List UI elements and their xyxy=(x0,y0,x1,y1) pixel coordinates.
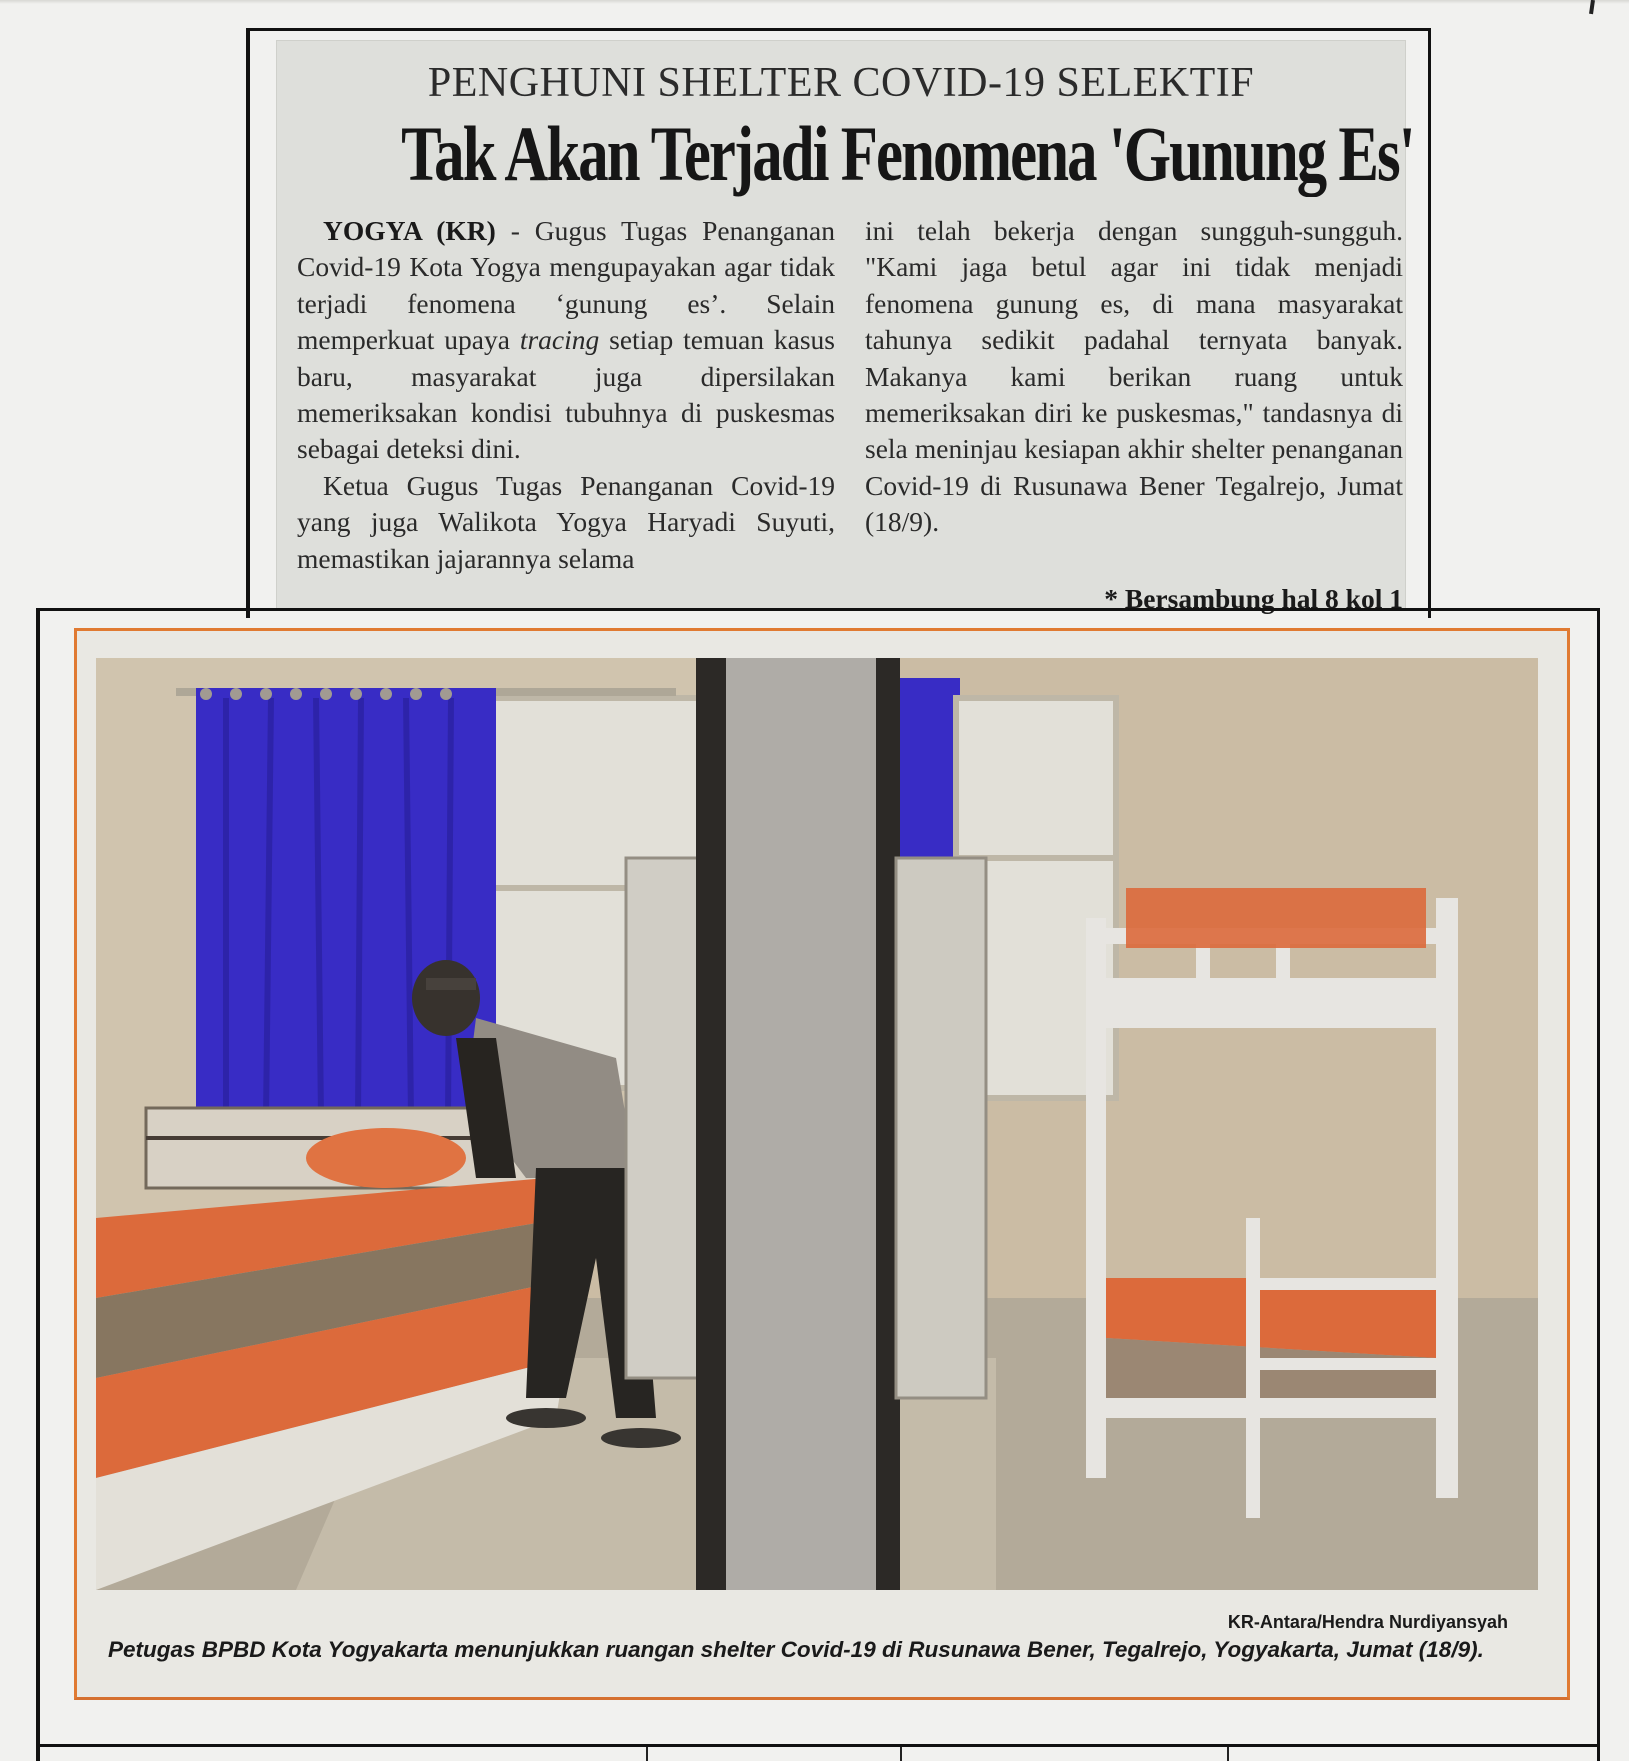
kicker-headline: PENGHUNI SHELTER COVID-19 SELEKTIF xyxy=(427,60,1255,106)
photo-caption: Petugas BPBD Kota Yogyakarta menunjukkan ruangan shelter Covid-19 di Rusunawa Bener, Tegalrejo, Yogyakarta, Jumat (18/9). xyxy=(108,1637,1484,1662)
article-clipping xyxy=(276,40,1414,614)
main-headline: Tak Akan Terjadi Fenomena 'Gunung Es' xyxy=(401,110,1414,197)
photo-credit: KR-Antara/Hendra Nurdiyansyah xyxy=(1227,1612,1508,1632)
paragraph-1-text: - Gugus Tugas Penanganan Covid-19 Kota Yogya mengupayakan agar tidak terjadi fenomena ‘gunung es’. Selain memperkuat upaya xyxy=(297,215,835,356)
clipping-form-table xyxy=(40,1744,1600,1761)
form-cell-3 xyxy=(902,1747,1229,1761)
shelter-room-illustration xyxy=(96,658,1538,1590)
form-cell-4 xyxy=(1229,1747,1600,1761)
dateline: YOGYA (KR) xyxy=(323,215,496,246)
corner-mark xyxy=(1589,0,1595,14)
paragraph-1 xyxy=(297,213,835,468)
form-cell-2 xyxy=(648,1747,902,1761)
continued-note: * Bersambung hal 8 kol 1 xyxy=(1104,583,1403,614)
paragraph-3: ini telah bekerja dengan sungguh-sungguh. "Kami jaga betul agar ini tidak menjadi fenomena gunung es, di mana masyarakat tahunya sedikit padahal ternyata banyak. Makanya kami berikan ruang untuk memeriksakan diri ke puskesmas," tandasnya di sela meninjau kesiapan akhir shelter penanganan Covid-19 di Rusunawa Bener Tegalrejo, Jumat (18/9). xyxy=(865,215,1403,538)
form-cell-1 xyxy=(40,1747,648,1761)
top-edge-line xyxy=(0,0,1629,4)
article-column-right xyxy=(865,213,1403,541)
news-photo xyxy=(96,658,1538,1590)
paragraph-1-end: setiap temuan kasus baru, masyarakat juga dipersilakan memeriksakan kondisi tubuhnya di puskesmas sebagai deteksi dini. xyxy=(297,324,836,465)
paragraph-2: Ketua Gugus Tugas Penanganan Covid-19 yang juga Walikota Yogya Haryadi Suyuti, memastikan jajarannya selama xyxy=(297,469,835,574)
article-column-left xyxy=(297,213,835,577)
paragraph-1-italic: tracing xyxy=(519,324,600,356)
